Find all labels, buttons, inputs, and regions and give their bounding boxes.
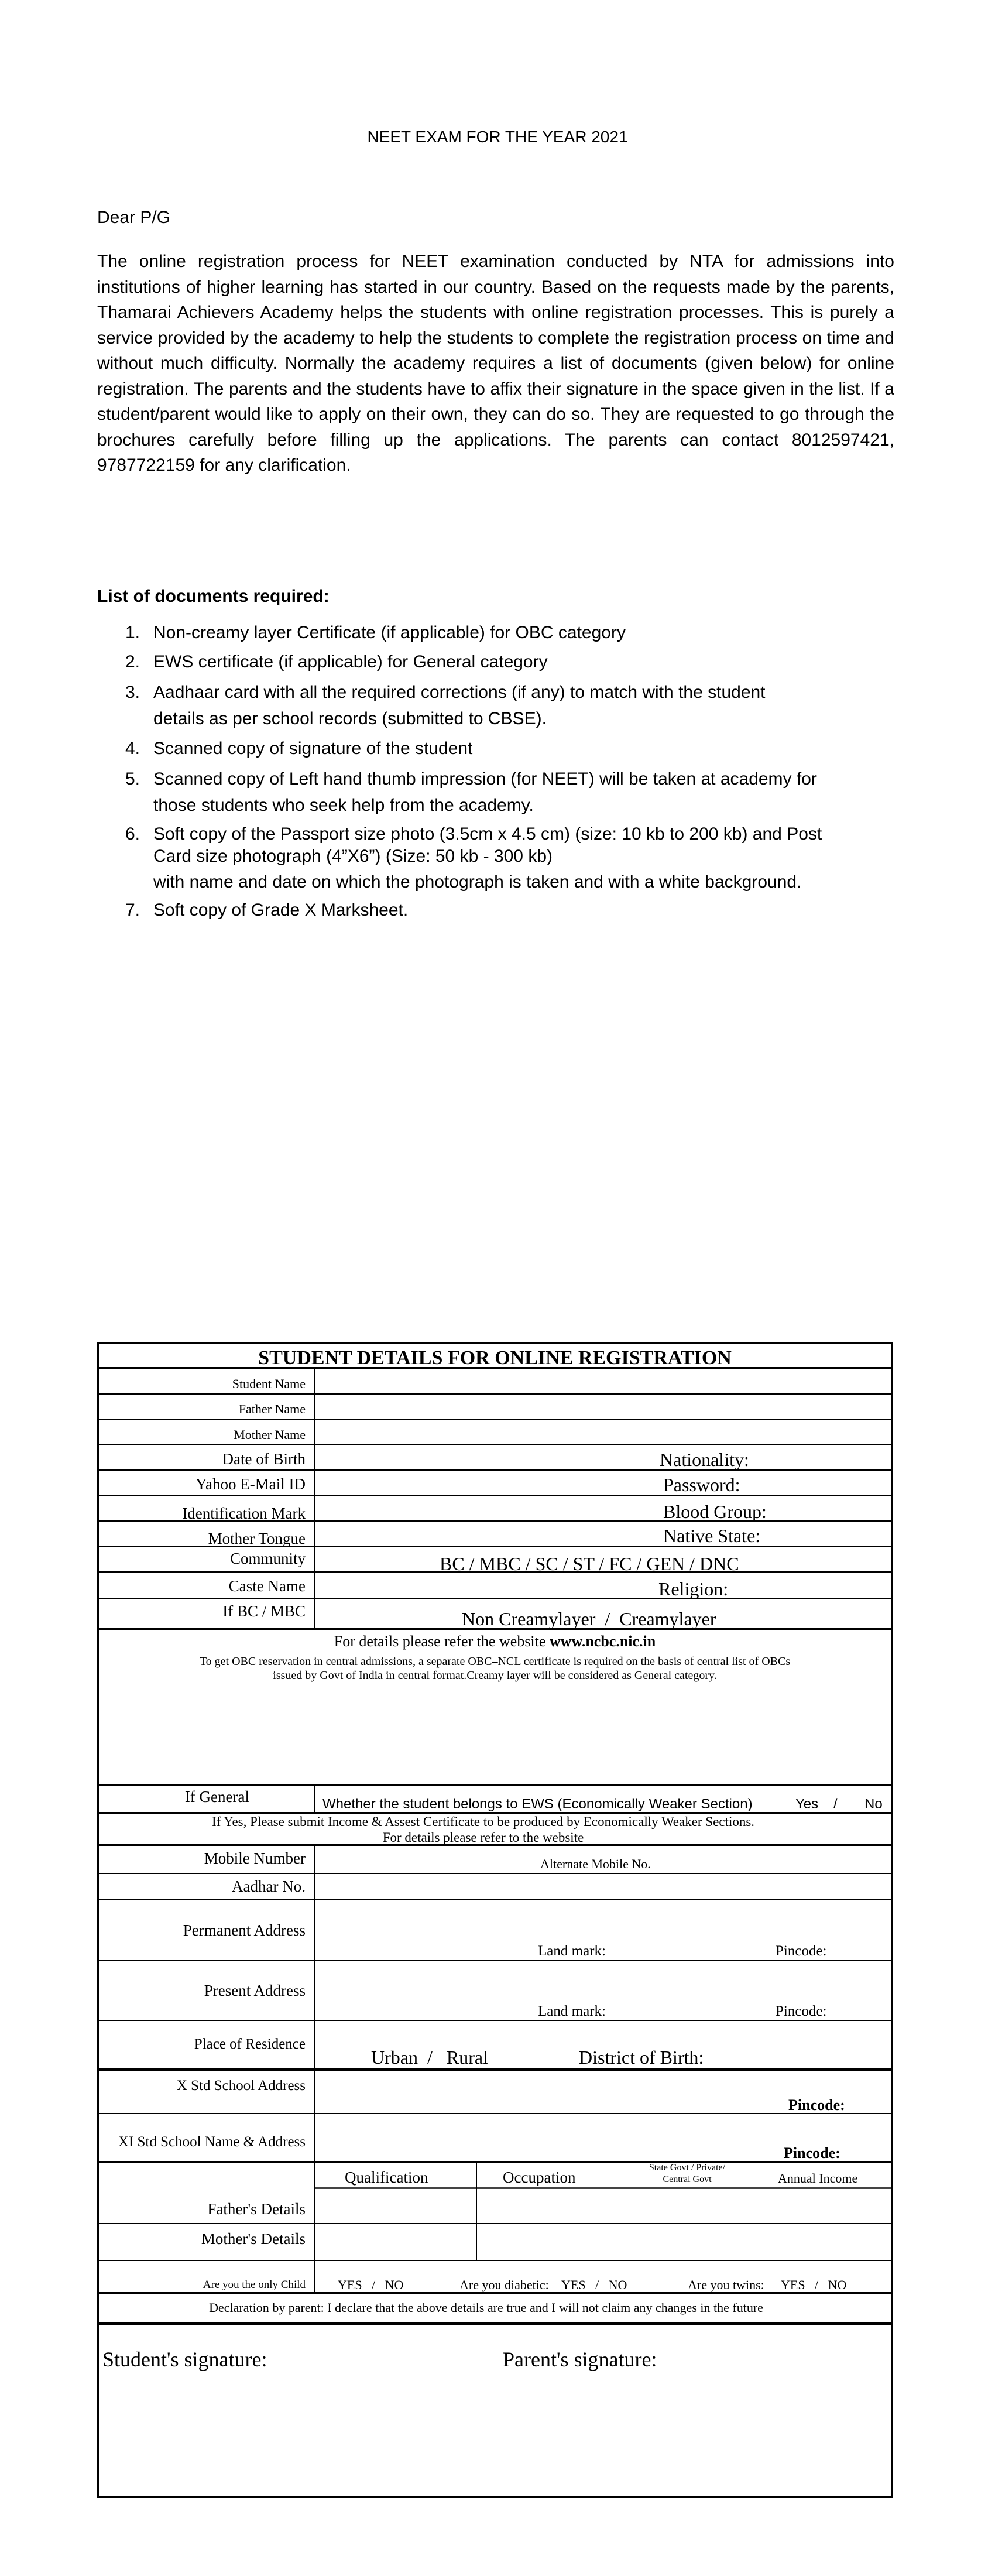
email-field[interactable] <box>315 1471 891 1495</box>
obc-note-line1: To get OBC reservation in central admissions, a separate OBC–NCL certificate is required on the basis of central list of OBCs <box>199 1655 791 1668</box>
list-item: 1. Non-creamy layer Certificate (if applicable) for OBC category <box>125 623 626 642</box>
list-item: 4. Scanned copy of signature of the student <box>125 739 473 758</box>
row-bc-mbc <box>99 1599 891 1630</box>
mobile-label: Mobile Number <box>204 1849 306 1867</box>
intro-paragraph: The online registration process for NEET examination conducted by NTA for admissions into institutions of higher learning has started in our country. Based on the requests made by the parents, Thamarai Achievers Academy helps the students with online registration processes. This is purely a service provided by the academy to help the students to complete the registration process on time and without much difficulty. Normally the academy requires a list of documents (given below) for online registration. The parents and the students have to affix their signature in the space given in the list. If a student/parent would like to apply on their own, they can do so. They are requested to go through the brochures carefully before filling up the applications. The parents can contact 8012597421, 9787722159 for any clarification. <box>97 252 894 475</box>
row-xi-std-school <box>99 2114 891 2163</box>
mother-tongue-label: Mother Tongue <box>208 1530 306 1547</box>
ews-yes-option[interactable]: Yes <box>795 1796 819 1812</box>
bc-mbc-label: If BC / MBC <box>222 1602 306 1620</box>
father-annual-income-field[interactable] <box>756 2189 891 2223</box>
native-state-label: Native State: <box>663 1525 761 1546</box>
row-declaration <box>99 2294 891 2325</box>
twins-options[interactable]: YES / NO <box>781 2277 847 2292</box>
annual-income-header: Annual Income <box>778 2171 858 2186</box>
dob-label: Date of Birth <box>222 1450 306 1468</box>
xi-std-pincode-label: Pincode: <box>784 2145 840 2161</box>
mother-details-label: Mother's Details <box>201 2230 306 2248</box>
creamylayer-options-text: Non Creamylayer / Creamylayer <box>462 1608 716 1629</box>
row-aadhar <box>99 1874 891 1900</box>
row-ews-note <box>99 1814 891 1846</box>
community-options-text: BC / MBC / SC / ST / FC / GEN / DNC <box>440 1553 739 1574</box>
permanent-landmark-label: Land mark: <box>538 1943 606 1959</box>
father-occupation-field[interactable] <box>477 2189 616 2223</box>
row-email <box>99 1471 891 1496</box>
if-general-label: If General <box>184 1788 249 1806</box>
mobile-field[interactable] <box>315 1846 891 1873</box>
row-mother-name <box>99 1420 891 1445</box>
xi-std-school-label: XI Std School Name & Address <box>118 2134 306 2150</box>
religion-label: Religion: <box>658 1578 729 1599</box>
urban-rural-options[interactable]: Urban / Rural <box>371 2047 488 2068</box>
list-item: 3. Aadhaar card with all the required corrections (if any) to match with the student details as per school records (submitted to CBSE). <box>125 683 766 728</box>
row-ncbc-note <box>99 1630 891 1786</box>
password-label: Password: <box>663 1474 740 1495</box>
row-student-name <box>99 1369 891 1395</box>
list-item: 7. Soft copy of Grade X Marksheet. <box>125 900 409 920</box>
dob-field[interactable] <box>315 1445 891 1469</box>
ews-question-text: Whether the student belongs to EWS (Economically Weaker Section) <box>322 1796 753 1812</box>
xi-std-school-field[interactable] <box>315 2114 891 2161</box>
father-employer-type-field[interactable] <box>616 2189 756 2223</box>
diabetic-options[interactable]: YES / NO <box>561 2277 627 2292</box>
row-father-details <box>99 2163 891 2224</box>
row-father-name <box>99 1395 891 1420</box>
form-title-row <box>99 1344 891 1369</box>
aadhar-field[interactable] <box>315 1874 891 1899</box>
ncbc-website-link[interactable]: www.ncbc.nic.in <box>549 1633 656 1650</box>
x-std-pincode-label: Pincode: <box>788 2097 845 2113</box>
row-permanent-address <box>99 1900 891 1961</box>
row-x-std-school <box>99 2071 891 2114</box>
occupation-header: Occupation <box>503 2169 576 2186</box>
student-name-field[interactable] <box>315 1369 891 1393</box>
email-label: Yahoo E-Mail ID <box>195 1475 306 1493</box>
aadhar-label: Aadhar No. <box>232 1878 306 1895</box>
permanent-pincode-label: Pincode: <box>776 1943 827 1959</box>
mother-name-field[interactable] <box>315 1420 891 1444</box>
list-item: 6. Soft copy of the Passport size photo (3.5cm x 4.5 cm) (size: 10 kb to 200 kb) and Post Card size photograph (4”X6”) (Size: 50 kb - 300 kb) with name and date on which the photograph is taken and with a white background. <box>125 824 822 892</box>
list-item: 2. EWS certificate (if applicable) for General category <box>125 652 548 672</box>
mother-employer-type-field[interactable] <box>616 2224 756 2260</box>
mother-name-label: Mother Name <box>234 1427 306 1442</box>
documents-list-heading: List of documents required: <box>97 587 330 606</box>
present-address-field[interactable] <box>315 1961 891 2020</box>
row-caste <box>99 1573 891 1599</box>
present-pincode-label: Pincode: <box>776 2003 827 2019</box>
mother-qualification-field[interactable] <box>315 2224 476 2260</box>
row-mobile <box>99 1846 891 1874</box>
declaration-text: Declaration by parent: I declare that the above details are true and I will not claim any changes in the future <box>209 2300 763 2315</box>
residence-field[interactable] <box>315 2021 891 2068</box>
community-label: Community <box>229 1550 306 1567</box>
row-mother-details <box>99 2224 891 2261</box>
community-options[interactable] <box>315 1547 891 1574</box>
permanent-address-label: Permanent Address <box>183 1921 306 1939</box>
diabetic-question: Are you diabetic: <box>459 2277 549 2292</box>
row-if-general <box>99 1786 891 1814</box>
caste-label: Caste Name <box>228 1577 306 1595</box>
row-dob <box>99 1445 891 1471</box>
row-mother-tongue <box>99 1522 891 1547</box>
salutation: Dear P/G <box>97 208 171 227</box>
ews-question <box>315 1786 891 1812</box>
creamylayer-options[interactable] <box>315 1599 891 1628</box>
form-title: STUDENT DETAILS FOR ONLINE REGISTRATION <box>258 1347 732 1369</box>
mother-annual-income-field[interactable] <box>756 2224 891 2260</box>
ews-note-line2: For details please refer to the website <box>382 1830 584 1845</box>
mother-occupation-field[interactable] <box>477 2224 616 2260</box>
father-qualification-field[interactable] <box>315 2189 476 2223</box>
only-child-options[interactable]: YES / NO <box>338 2277 404 2292</box>
employer-type-header-line1: State Govt / Private/ <box>649 2163 726 2173</box>
employer-type-header-line2: Central Govt <box>663 2174 712 2184</box>
alternate-mobile-label: Alternate Mobile No. <box>540 1856 651 1871</box>
father-name-label: Father Name <box>238 1402 306 1416</box>
ews-no-option[interactable]: No <box>864 1796 883 1812</box>
obc-note-line2: issued by Govt of India in central format.Creamy layer will be considered as General category. <box>273 1669 717 1682</box>
x-std-school-label: X Std School Address <box>176 2078 306 2094</box>
ews-separator: / <box>833 1796 838 1812</box>
father-name-field[interactable] <box>315 1395 891 1419</box>
present-address-label: Present Address <box>204 1982 306 1999</box>
row-only-child <box>99 2261 891 2294</box>
ncbc-note-text: For details please refer the website <box>334 1633 550 1650</box>
permanent-address-field[interactable] <box>315 1900 891 1960</box>
documents-list <box>97 621 905 927</box>
qualification-header: Qualification <box>345 2169 428 2186</box>
district-of-birth-label: District of Birth: <box>579 2047 704 2068</box>
blood-group-label: Blood Group: <box>663 1501 767 1522</box>
mother-tongue-field[interactable] <box>315 1522 891 1546</box>
page-title: NEET EXAM FOR THE YEAR 2021 <box>367 128 628 146</box>
signature-row <box>99 2325 891 2496</box>
list-item: 5. Scanned copy of Left hand thumb impression (for NEET) will be taken at academy for those students who seek help from the academy. <box>125 769 817 815</box>
row-place-of-residence <box>99 2021 891 2071</box>
row-community <box>99 1547 891 1573</box>
row-present-address <box>99 1961 891 2021</box>
nationality-label: Nationality: <box>660 1449 749 1470</box>
father-details-label: Father's Details <box>207 2200 306 2218</box>
identification-mark-field[interactable] <box>315 1496 891 1520</box>
only-child-label: Are you the only Child <box>203 2279 306 2291</box>
twins-question: Are you twins: <box>688 2277 764 2292</box>
caste-field[interactable] <box>315 1573 891 1598</box>
identification-mark-label: Identification Mark <box>182 1505 306 1522</box>
registration-form <box>97 1342 893 2498</box>
student-name-label: Student Name <box>232 1376 306 1391</box>
ews-note-line1: If Yes, Please submit Income & Assest Certificate to be produced by Economically Weaker Sections. <box>211 1814 755 1829</box>
x-std-school-field[interactable] <box>315 2071 891 2113</box>
row-identification-mark <box>99 1496 891 1522</box>
place-of-residence-label: Place of Residence <box>194 2036 306 2052</box>
present-landmark-label: Land mark: <box>538 2003 606 2019</box>
student-signature-label: Student's signature: <box>102 2348 267 2371</box>
parent-signature-label: Parent's signature: <box>503 2348 657 2371</box>
